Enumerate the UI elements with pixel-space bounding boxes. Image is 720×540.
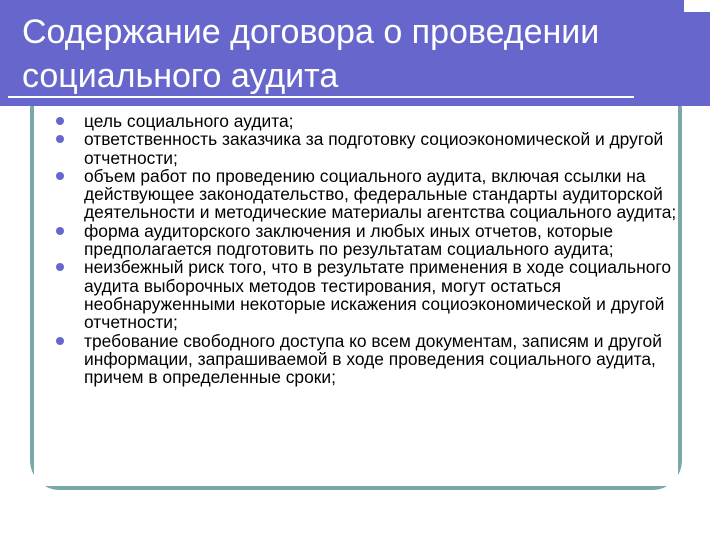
list-item <box>56 167 706 222</box>
list-item-text: цель социального аудита; <box>84 111 294 131</box>
list-item-text: объем работ по проведению социального аудита, включая ссылки на действующее законодательство, федеральные стандарты аудиторской деятельности и методические материалы агентства социального аудита; <box>84 165 677 223</box>
bullet-icon <box>56 117 64 125</box>
bullet-icon <box>56 337 64 345</box>
list-item-text: неизбежный риск того, что в результате применения в ходе социального аудита выборочных методов тестирования, могут остаться необнаруженными некоторые искажения социоэкономической и другой отчетности; <box>84 257 671 333</box>
bullet-list <box>56 112 706 386</box>
bullet-icon <box>56 172 64 180</box>
list-item-text: требование свободного доступа ко всем документам, записям и другой информации, запрашиваемой в ходе проведения социального аудита, причем в определенные сроки; <box>84 330 662 388</box>
bullet-icon <box>56 263 64 271</box>
bullet-icon <box>56 227 64 235</box>
list-item-text: ответственность заказчика за подготовку социоэкономической и другой отчетности; <box>84 129 664 168</box>
list-item <box>56 332 706 387</box>
bullet-icon <box>56 135 64 143</box>
list-item <box>56 112 706 130</box>
list-item <box>56 222 706 259</box>
title-underline <box>8 96 634 98</box>
list-item <box>56 258 706 331</box>
list-item <box>56 130 706 167</box>
slide-title: Содержание договора о проведении социального аудита <box>22 13 600 95</box>
list-item-text: форма аудиторского заключения и любых иных отчетов, которые предполагается подготовить по результатам социального аудита; <box>84 220 614 260</box>
